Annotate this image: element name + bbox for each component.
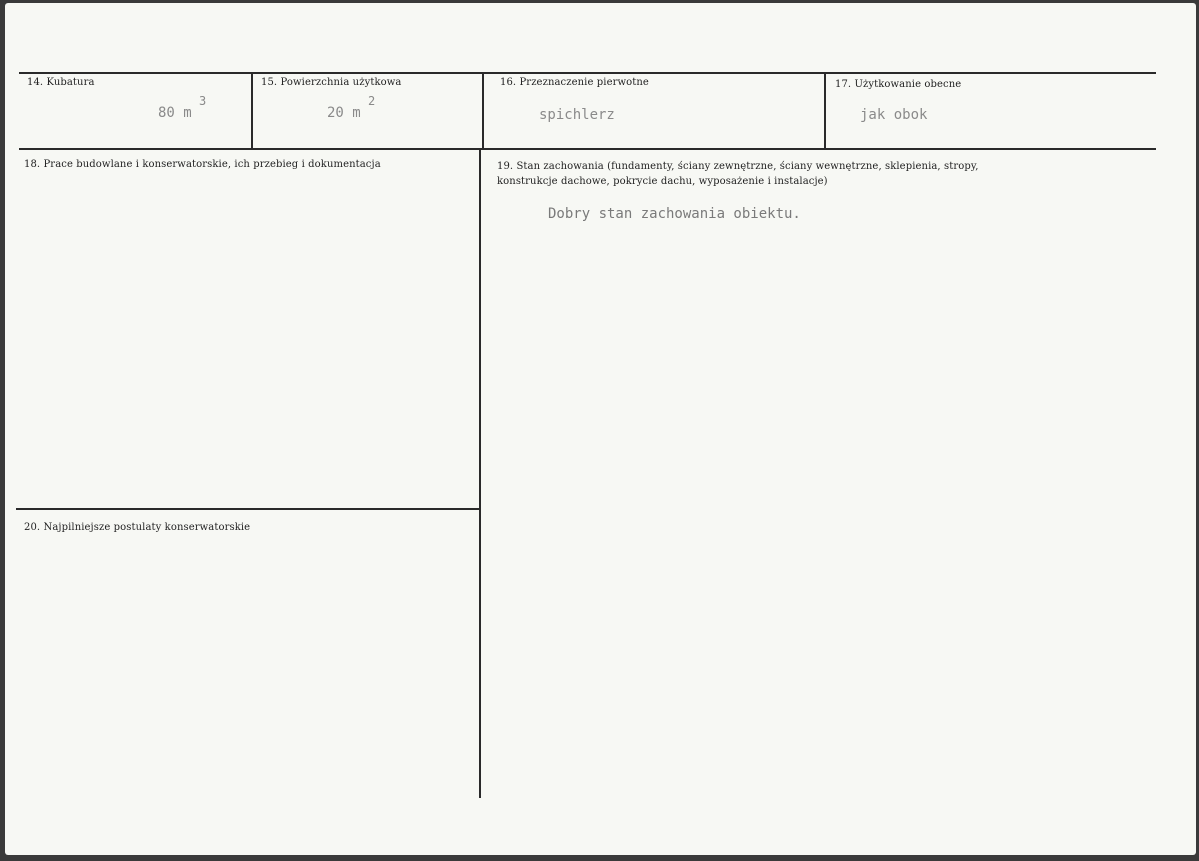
field-16-value: spichlerz <box>539 107 615 123</box>
field-15-unit-superscript: 2 <box>368 94 376 108</box>
field-19-label-line1: 19. Stan zachowania (fundamenty, ściany zewnętrzne, ściany wewnętrzne, sklepienia, stropy, <box>497 161 979 172</box>
divider-15-16 <box>482 73 484 149</box>
field-14-unit-superscript: 3 <box>199 94 207 108</box>
field-18-label: 18. Prace budowlane i konserwatorskie, ich przebieg i dokumentacja <box>24 159 381 170</box>
field-17-value: jak obok <box>860 107 928 123</box>
field-14-value: 80 m <box>158 105 192 121</box>
field-14-label: 14. Kubatura <box>27 77 95 88</box>
divider-18-20 <box>16 508 480 510</box>
field-15-label: 15. Powierzchnia użytkowa <box>261 77 402 88</box>
field-15-value: 20 m <box>327 105 361 121</box>
divider-14-15 <box>251 73 253 149</box>
field-19-value: Dobry stan zachowania obiektu. <box>548 206 801 222</box>
field-16-label: 16. Przeznaczenie pierwotne <box>500 77 649 88</box>
divider-left-right <box>479 150 481 798</box>
top-row-bottom-border <box>19 148 1156 150</box>
record-card <box>5 3 1196 855</box>
top-row-top-border <box>19 72 1156 74</box>
field-19-label-line2: konstrukcje dachowe, pokrycie dachu, wyposażenie i instalacje) <box>497 176 828 187</box>
divider-16-17 <box>824 73 826 149</box>
field-17-label: 17. Użytkowanie obecne <box>835 79 962 90</box>
field-20-label: 20. Najpilniejsze postulaty konserwatorskie <box>24 522 251 533</box>
